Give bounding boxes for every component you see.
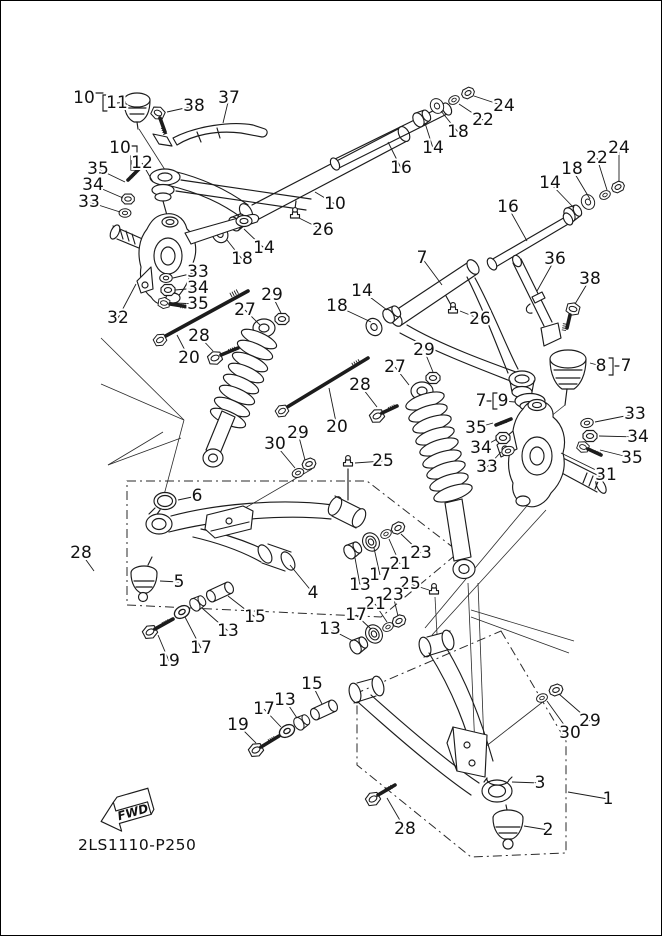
part-code: 2LS1110-P250 bbox=[78, 836, 197, 854]
lower-arm-left-4 bbox=[146, 495, 368, 573]
callout-22-5: 22 bbox=[472, 110, 494, 130]
callout-29-72: 29 bbox=[579, 711, 601, 731]
fwd-label: FWD bbox=[115, 801, 150, 824]
callout-29-35: 29 bbox=[413, 340, 435, 360]
ball-joint-8 bbox=[550, 350, 586, 405]
fasteners-33-34-35-upper-left bbox=[119, 167, 141, 217]
callout-21-65: 21 bbox=[364, 594, 386, 614]
callout-18-6: 18 bbox=[447, 122, 469, 142]
lower-arm-right-1 bbox=[347, 629, 512, 802]
callout-7-31: 7 bbox=[416, 248, 428, 268]
callout-15-68: 15 bbox=[301, 674, 323, 694]
callout-33-23: 33 bbox=[187, 262, 209, 282]
callout-14-80: 14 bbox=[351, 281, 373, 301]
grease-nipple-25-left-arm bbox=[344, 456, 353, 500]
callout-37-3: 37 bbox=[218, 88, 240, 108]
nut-29-right-shock bbox=[426, 373, 440, 384]
callout-29-49: 29 bbox=[287, 423, 309, 443]
callout-35-46: 35 bbox=[621, 448, 643, 468]
bolt-28-center bbox=[368, 405, 397, 425]
grease-nipple-26-right bbox=[446, 296, 458, 313]
callout-34-42: 34 bbox=[470, 438, 492, 458]
upper-arm-right-7 bbox=[387, 258, 535, 398]
callout-13-69: 13 bbox=[274, 690, 296, 710]
callout-18-22: 18 bbox=[231, 249, 253, 269]
callout-34-24: 34 bbox=[187, 278, 209, 298]
callout-35-41: 35 bbox=[465, 418, 487, 438]
callout-11-1: 11 bbox=[106, 93, 128, 113]
callout-35-25: 35 bbox=[187, 294, 209, 314]
callout-14-12: 14 bbox=[539, 173, 561, 193]
callout-9-40: 9 bbox=[497, 391, 509, 411]
callout-31-47: 31 bbox=[595, 465, 617, 485]
callout-13-56: 13 bbox=[217, 621, 239, 641]
callout-17-61: 17 bbox=[369, 565, 391, 585]
callout-33-44: 33 bbox=[624, 404, 646, 424]
callout-2-76: 2 bbox=[542, 820, 554, 840]
callout-15-55: 15 bbox=[244, 607, 266, 627]
callout-27-28: 27 bbox=[234, 300, 256, 320]
ball-joint-5 bbox=[131, 557, 157, 602]
callout-30-48: 30 bbox=[264, 434, 286, 454]
bolt-38-right bbox=[562, 301, 581, 330]
callout-38-33: 38 bbox=[579, 269, 601, 289]
callout-10-0: 10 bbox=[73, 88, 95, 108]
ball-joint-11 bbox=[124, 93, 150, 129]
exploded-diagram bbox=[1, 1, 661, 935]
fwd-arrow bbox=[96, 788, 157, 836]
callout-10-14: 10 bbox=[109, 138, 131, 158]
nut-29-left-shock bbox=[275, 314, 289, 325]
callout-25-63: 25 bbox=[399, 574, 421, 594]
callout-21-60: 21 bbox=[389, 554, 411, 574]
callout-3-74: 3 bbox=[534, 773, 546, 793]
fasteners-33-34-35-knuckle-right-side bbox=[576, 417, 601, 455]
washer-nut-30-29-lower bbox=[535, 683, 564, 704]
callout-24-4: 24 bbox=[493, 96, 515, 116]
callout-19-71: 19 bbox=[227, 715, 249, 735]
callout-16-8: 16 bbox=[390, 158, 412, 178]
callout-17-57: 17 bbox=[190, 638, 212, 658]
callout-17-66: 17 bbox=[345, 605, 367, 625]
callout-14-21: 14 bbox=[253, 238, 275, 258]
stay-37 bbox=[153, 124, 267, 146]
callout-28-77: 28 bbox=[394, 819, 416, 839]
callout-28-29: 28 bbox=[188, 326, 210, 346]
callout-26-34: 26 bbox=[469, 309, 491, 329]
callout-26-20: 26 bbox=[312, 220, 334, 240]
grease-nipple-25-right-arm bbox=[430, 584, 439, 594]
callout-33-43: 33 bbox=[476, 457, 498, 477]
callout-27-36: 27 bbox=[384, 357, 406, 377]
callout-29-27: 29 bbox=[261, 285, 283, 305]
callout-38-2: 38 bbox=[183, 96, 205, 116]
callout-33-18: 33 bbox=[78, 192, 100, 212]
callout-8-37: 8 bbox=[595, 356, 607, 376]
callout-13-62: 13 bbox=[349, 575, 371, 595]
callout-28-79: 28 bbox=[349, 375, 371, 395]
clamp-6 bbox=[149, 493, 176, 518]
callout-5-52: 5 bbox=[173, 572, 185, 592]
callout-10-19: 10 bbox=[324, 194, 346, 214]
callout-14-7: 14 bbox=[422, 138, 444, 158]
callout-23-59: 23 bbox=[410, 543, 432, 563]
ball-joint-2 bbox=[493, 805, 523, 849]
callout-18-81: 18 bbox=[326, 296, 348, 316]
callout-12-15: 12 bbox=[131, 153, 153, 173]
callout-23-64: 23 bbox=[382, 585, 404, 605]
callout-25-50: 25 bbox=[372, 451, 394, 471]
callout-20-30: 20 bbox=[178, 348, 200, 368]
callout-17-70: 17 bbox=[253, 699, 275, 719]
bolt-38-top bbox=[150, 105, 167, 135]
grease-nipple-26-left bbox=[291, 201, 300, 218]
callout-34-45: 34 bbox=[627, 427, 649, 447]
callout-1-75: 1 bbox=[602, 789, 614, 809]
callout-6-51: 6 bbox=[191, 486, 203, 506]
callout-18-11: 18 bbox=[561, 159, 583, 179]
callout-22-10: 22 bbox=[586, 148, 608, 168]
callout-16-13: 16 bbox=[497, 197, 519, 217]
callout-24-9: 24 bbox=[608, 138, 630, 158]
callout-7-38: 7 bbox=[620, 356, 632, 376]
callout-35-16: 35 bbox=[87, 159, 109, 179]
callout-13-67: 13 bbox=[319, 619, 341, 639]
callout-20-78: 20 bbox=[326, 417, 348, 437]
callout-28-53: 28 bbox=[70, 543, 92, 563]
callout-4-54: 4 bbox=[307, 583, 319, 603]
callout-34-17: 34 bbox=[82, 175, 104, 195]
callout-19-58: 19 bbox=[158, 651, 180, 671]
callout-7-39: 7 bbox=[475, 391, 487, 411]
callout-30-73: 30 bbox=[559, 723, 581, 743]
callout-36-32: 36 bbox=[544, 249, 566, 269]
knuckle-31 bbox=[497, 400, 608, 507]
callout-32-26: 32 bbox=[107, 308, 129, 328]
